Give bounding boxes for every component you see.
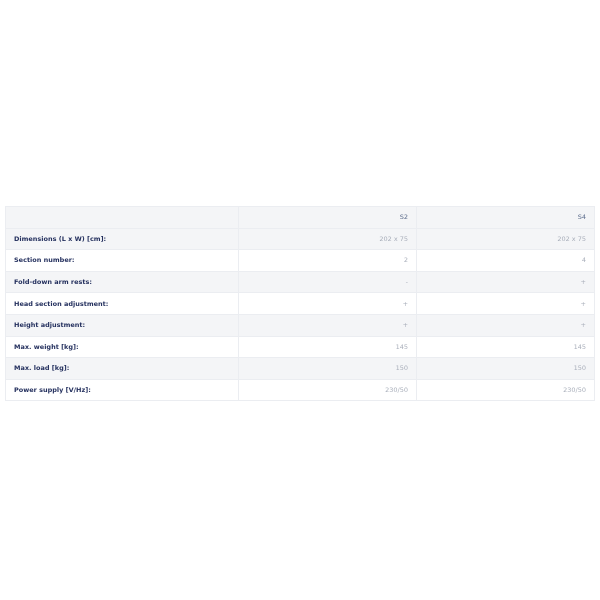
table-row [6, 358, 595, 380]
table-row [6, 336, 595, 358]
row-value-s2: 230/50 [239, 379, 417, 401]
row-label: Max. weight [kg]: [6, 336, 239, 358]
table-header-row [6, 207, 595, 229]
table-row [6, 379, 595, 401]
row-value-s4: + [417, 314, 595, 336]
row-value-s4: + [417, 293, 595, 315]
row-value-s4: 202 x 75 [417, 228, 595, 250]
row-value-s4: + [417, 271, 595, 293]
row-label: Power supply [V/Hz]: [6, 379, 239, 401]
row-value-s2: + [239, 293, 417, 315]
row-value-s4: 4 [417, 250, 595, 272]
row-value-s2: 202 x 75 [239, 228, 417, 250]
row-value-s2: 2 [239, 250, 417, 272]
row-label: Head section adjustment: [6, 293, 239, 315]
row-value-s2: - [239, 271, 417, 293]
specifications-table [5, 206, 595, 401]
row-value-s2: 150 [239, 358, 417, 380]
table-row [6, 293, 595, 315]
table-row [6, 228, 595, 250]
row-value-s2: + [239, 314, 417, 336]
row-value-s4: 230/50 [417, 379, 595, 401]
row-label: Height adjustment: [6, 314, 239, 336]
row-label: Fold-down arm rests: [6, 271, 239, 293]
row-value-s4: 150 [417, 358, 595, 380]
table-row [6, 314, 595, 336]
row-label: Max. load [kg]: [6, 358, 239, 380]
row-value-s4: 145 [417, 336, 595, 358]
header-corner-cell [6, 207, 239, 229]
table-row [6, 250, 595, 272]
row-label: Dimensions (L x W) [cm]: [6, 228, 239, 250]
header-model-s4: S4 [417, 207, 595, 229]
row-value-s2: 145 [239, 336, 417, 358]
row-label: Section number: [6, 250, 239, 272]
header-model-s2: S2 [239, 207, 417, 229]
table-row [6, 271, 595, 293]
